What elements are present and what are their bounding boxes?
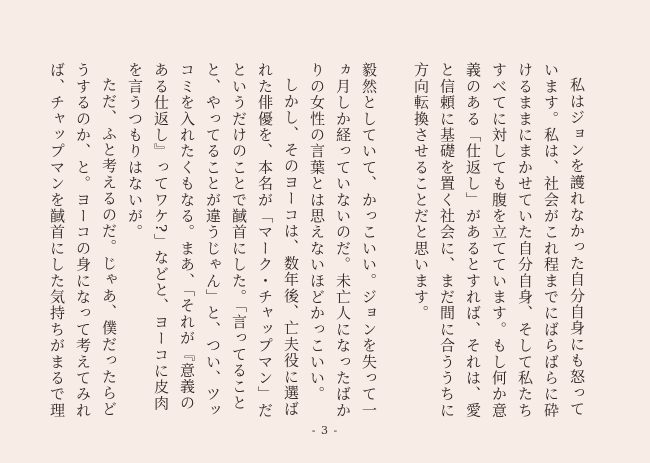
paragraph-quote: 私はジョンを護れなかった自分自身にも怒っています。私は、社会がこれ程までにばらばらに砕けるままにまかせていた自分自身、そして私たちすべてに対しても腹を立てています。もし何か意義のある「仕返し」があるとすれば、それは、愛と信頼に基礎を置く社会に、まだ間に合ううちに方向転換させることだと思います。	[412, 62, 586, 419]
page-number: - 3 -	[311, 424, 339, 437]
vertical-text-body	[44, 62, 590, 422]
paragraph-commentary-2: しかし、そのヨーコは、数年後、亡夫役に選ばれた俳優を、本名が「マーク・チャップマン」だというだけのことで馘首にした。「言ってることと、やってることが違うじゃん」と、つい、ツッコミを入れたくもなる。まあ、「それが『意義のある仕返し』ってワケ?」などと、ヨーコに皮肉を言うつもりはないが。	[126, 62, 300, 419]
paragraph-commentary-1: 毅然としていて、かっこいい。ジョンを失って一ヵ月しか経っていないのだ。未亡人になったばかりの女性の言葉とは思えないほどかっこいい。	[308, 62, 378, 419]
paragraph-spacer	[382, 62, 408, 422]
paragraph-commentary-3: ただ、ふと考えるのだ。じゃあ、僕だったらどうするのか、と。ヨーコの身になって考えてみれば、チャップマンを馘首にした気持ちがまるで理	[48, 62, 118, 419]
